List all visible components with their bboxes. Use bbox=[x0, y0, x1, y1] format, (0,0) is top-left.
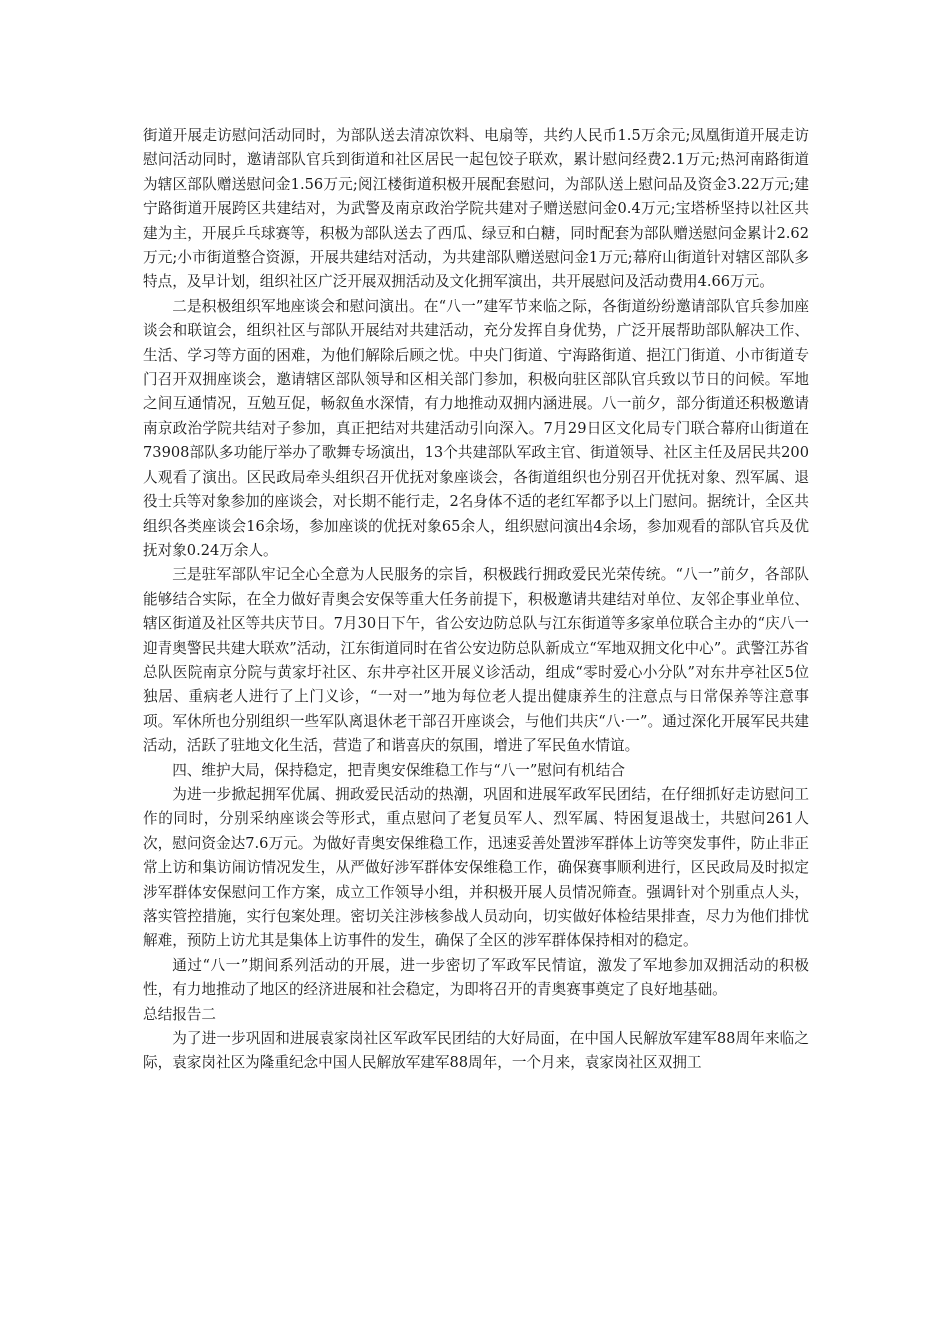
section-heading-stability: 四、维护大局，保持稳定，把青奥安保维稳工作与“八一”慰问有机结合 bbox=[172, 761, 625, 779]
paragraph-street-visits: 街道开展走访慰问活动同时，为部队送去清凉饮料、电扇等，共约人民币1.5万余元;凤凰街道开展走访慰问活动同时，邀请部队官兵到街道和社区居民一起包饺子联欢，累计慰问经费2.1万元;热河南路街道为辖区部队赠送慰问金1.56万元;阅江楼街道积极开展配套慰问，为部队送上慰问品及资金3.22万元;建宁路街道开展跨区共建结对，为武警及南京政治学院共建对子赠送慰问金0.4万元;宝塔桥坚持以社区共建为主，开展乒乓球赛等，积极为部队送去了西瓜、绿豆和白糖，同时配套为部队赠送慰问金累计2.62万元;小市街道整合资源，开展共建结对活动，为共建部队赠送慰问金1万元;幕府山街道针对辖区部队多特点，及早计划，组织社区广泛开展双拥活动及文化拥军演出，共开展慰问及活动费用4.66万元。 bbox=[143, 127, 809, 291]
paragraph-symposium-performances: 二是积极组织军地座谈会和慰问演出。在“八一”建军节来临之际，各街道纷纷邀请部队官兵参加座谈会和联谊会，组织社区与部队开展结对共建活动，充分发挥自身优势，广泛开展帮助部队解决工作、生活、学习等方面的困难，为他们解除后顾之忧。中央门街道、宁海路街道、挹江门街道、小市街道专门召开双拥座谈会，邀请辖区部队领导和区相关部门参加，积极向驻区部队官兵致以节日的问候。军地之间互通情况，互勉互促，畅叙鱼水深情，有力地推动双拥内涵进展。八一前夕，部分街道还积极邀请南京政治学院共结对子参加，真正把结对共建活动引向深入。7月29日区文化局专门联合幕府山街道在73908部队多功能厅举办了歌舞专场演出，13个共建部队军政主官、街道领导、社区主任及居民共200人观看了演出。区民政局牵头组织召开优抚对象座谈会，各街道组织也分别召开优抚对象、烈军属、退役士兵等对象参加的座谈会，对长期不能行走，2名身体不适的老红军都予以上门慰问。据统计，全区共组织各类座谈会16余场，参加座谈的优抚对象65余人，组织慰问演出4余场，参加观看的部队官兵及优抚对象0.24万余人。 bbox=[143, 297, 810, 559]
paragraph-report-two-intro: 为了进一步巩固和进展袁家岗社区军政军民团结的大好局面，在中国人民解放军建军88周年来临之际，袁家岗社区为隆重纪念中国人民解放军建军88周年，一个月来，袁家岗社区双拥工 bbox=[143, 1030, 809, 1072]
paragraph-garrison-service: 三是驻军部队牢记全心全意为人民服务的宗旨，积极践行拥政爱民光荣传统。“八一”前夕，各部队能够结合实际，在全力做好青奥会安保等重大任务前提下，积极邀请共建结对单位、友邻企事业单位、辖区街道及社区等共庆节日。7月30日下午，省公安边防总队与江东街道等多家单位联合主办的“庆八一迎青奥警民共建大联欢”活动，江东街道同时在省公安边防总队新成立“军地双拥文化中心”。武警江苏省总队医院南京分院与黄家圩社区、东井亭社区开展义诊活动，组成“零时爱心小分队”对东井亭社区5位独居、重病老人进行了上门义诊，“一对一”地为每位老人提出健康养生的注意点与日常保养等注意事项。军休所也分别组织一些军队离退休老干部召开座谈会，与他们共庆“八·一”。通过深化开展军民共建活动，活跃了驻地文化生活，营造了和谐喜庆的氛围，增进了军民鱼水情谊。 bbox=[143, 566, 809, 755]
document-body bbox=[143, 124, 809, 1076]
paragraph-stability-work: 为进一步掀起拥军优属、拥政爱民活动的热潮，巩固和进展军政军民团结，在仔细抓好走访慰问工作的同时，分别采纳座谈会等形式，重点慰问了老复员军人、烈军属、特困复退战士，共慰问261人次，慰问资金达7.6万元。为做好青奥安保维稳工作，迅速妥善处置涉军群体上访等突发事件，防止非正常上访和集访闹访情况发生，从严做好涉军群体安保维稳工作，确保赛事顺利进行，区民政局及时拟定涉军群体安保慰问工作方案，成立工作领导小组，并积极开展人员情况筛查。强调针对个别重点人头，落实管控措施，实行包案处理。密切关注涉核参战人员动向，切实做好体检结果排查，尽力为他们排忧解难，预防上访尤其是集体上访事件的发生，确保了全区的涉军群体保持相对的稳定。 bbox=[143, 785, 809, 950]
report-two-title: 总结报告二 bbox=[143, 1005, 216, 1023]
paragraph-conclusion: 通过“八一”期间系列活动的开展，进一步密切了军政军民情谊，激发了军地参加双拥活动的积极性，有力地推动了地区的经济进展和社会稳定，为即将召开的青奥赛事奠定了良好地基础。 bbox=[143, 956, 809, 999]
